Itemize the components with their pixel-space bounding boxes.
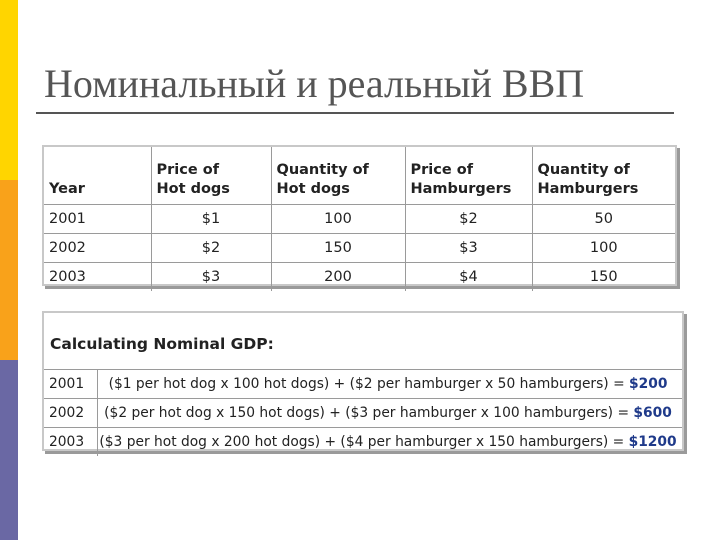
calc-result: $200 — [629, 376, 668, 392]
header-quantity-hot-dogs: Quantity of Hot dogs — [271, 147, 405, 205]
cell-quantity-hot-dogs: 150 — [271, 234, 405, 263]
cell-price-hot-dogs: $2 — [151, 234, 271, 263]
cell-price-hamburgers: $2 — [405, 205, 532, 234]
table-header-row — [44, 147, 675, 205]
calc-formula — [98, 399, 683, 428]
table-row — [44, 263, 675, 292]
header-quantity-hamburgers: Quantity of Hamburgers — [532, 147, 675, 205]
calc-row — [44, 428, 682, 457]
calc-year: 2001 — [44, 370, 98, 399]
cell-price-hot-dogs: $3 — [151, 263, 271, 292]
table-row — [44, 234, 675, 263]
calc-formula-text: ($3 per hot dog x 200 hot dogs) + ($4 per hamburger x 150 hamburgers) = — [99, 434, 629, 450]
calc-result: $1200 — [628, 434, 677, 450]
header-price-hot-dogs: Price of Hot dogs — [151, 147, 271, 205]
table-row — [44, 205, 675, 234]
cell-quantity-hamburgers: 50 — [532, 205, 675, 234]
nominal-gdp-calculation-box — [42, 311, 684, 451]
calc-year: 2003 — [44, 428, 98, 457]
calc-header-row — [44, 313, 682, 370]
cell-quantity-hot-dogs: 100 — [271, 205, 405, 234]
calc-formula — [98, 428, 683, 457]
cell-year: 2001 — [44, 205, 151, 234]
stripe-orange — [0, 180, 18, 360]
stripe-yellow — [0, 0, 18, 180]
calc-title: Calculating Nominal GDP: — [44, 313, 682, 370]
calc-year: 2002 — [44, 399, 98, 428]
calc-row — [44, 370, 682, 399]
slide-title: Номинальный и реальный ВВП — [44, 61, 585, 106]
calc-formula-text: ($2 per hot dog x 150 hot dogs) + ($3 per hamburger x 100 hamburgers) = — [104, 405, 634, 421]
header-price-hamburgers: Price of Hamburgers — [405, 147, 532, 205]
cell-year: 2002 — [44, 234, 151, 263]
calc-formula-text: ($1 per hot dog x 100 hot dogs) + ($2 per hamburger x 50 hamburgers) = — [108, 376, 630, 392]
header-year: Year — [44, 147, 151, 205]
title-underline — [36, 112, 674, 114]
calc-row — [44, 399, 682, 428]
cell-quantity-hamburgers: 150 — [532, 263, 675, 292]
stripe-purple — [0, 360, 18, 540]
cell-price-hot-dogs: $1 — [151, 205, 271, 234]
nominal-gdp-calculation-table — [44, 313, 682, 456]
cell-price-hamburgers: $3 — [405, 234, 532, 263]
cell-price-hamburgers: $4 — [405, 263, 532, 292]
cell-quantity-hamburgers: 100 — [532, 234, 675, 263]
price-quantity-table — [44, 147, 675, 291]
calc-result: $600 — [633, 405, 672, 421]
cell-quantity-hot-dogs: 200 — [271, 263, 405, 292]
price-quantity-table-box — [42, 145, 677, 286]
calc-formula — [98, 370, 683, 399]
cell-year: 2003 — [44, 263, 151, 292]
